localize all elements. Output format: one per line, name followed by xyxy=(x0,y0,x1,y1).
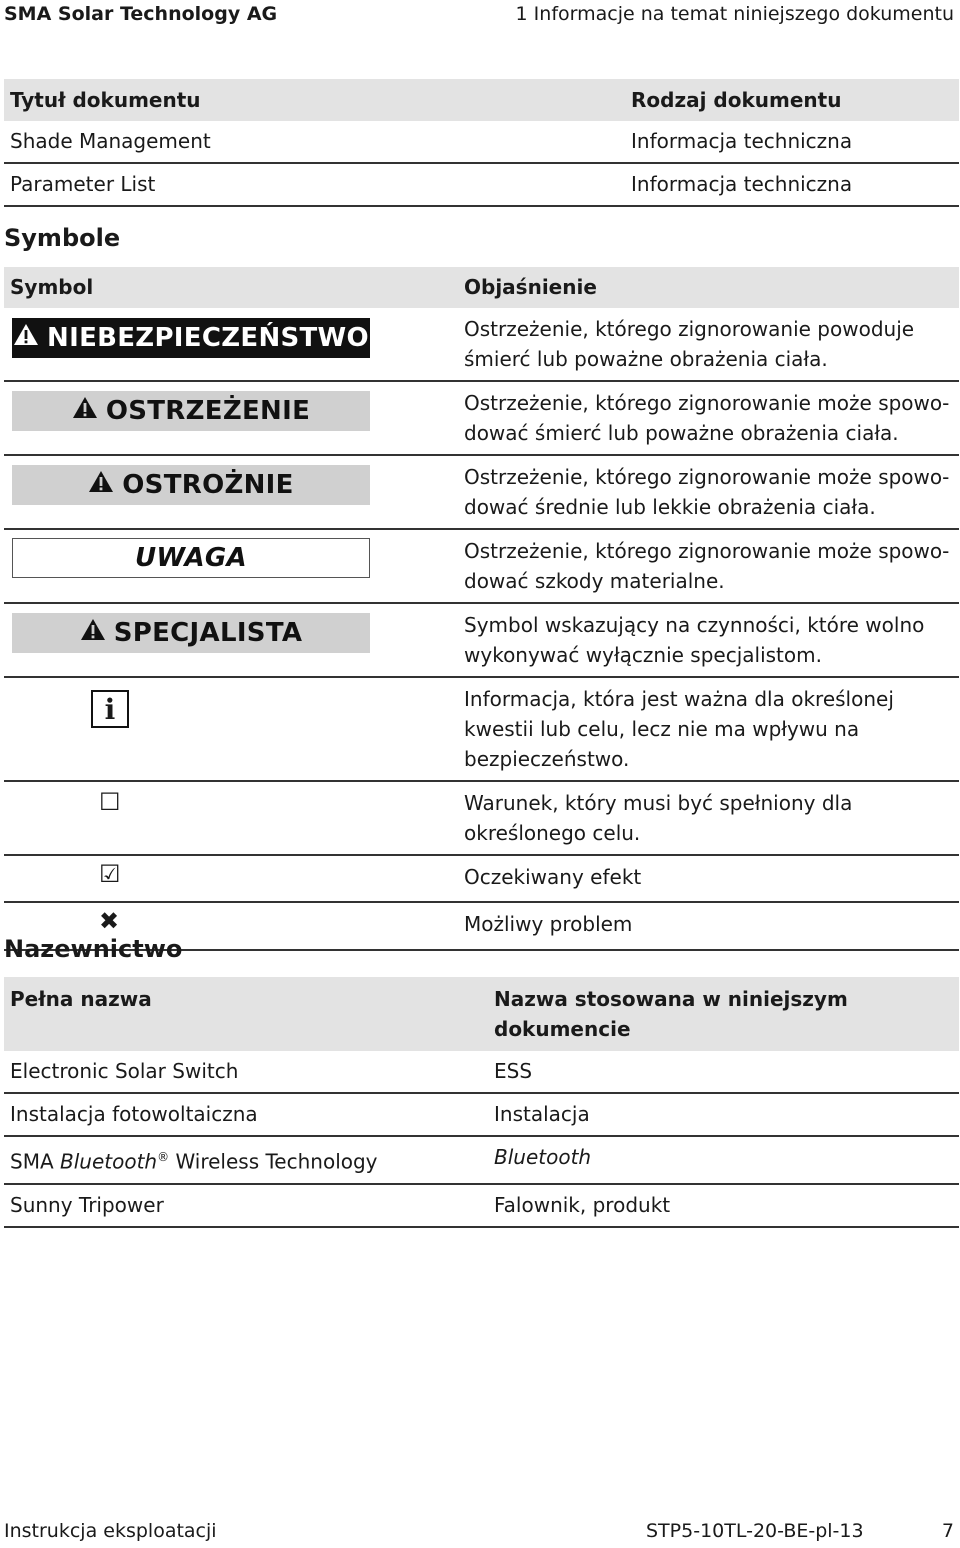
explanation-cell: Ostrzeżenie, którego zignorowanie może spowodować śmierć lub poważne obrażenia ciała. xyxy=(458,381,959,455)
explanation-cell: Informacja, która jest ważna dla określonej kwestii lub celu, lecz nie ma wpływu na bezpieczeństwo. xyxy=(458,677,959,781)
symbol-cell xyxy=(4,381,458,455)
symbol-cell xyxy=(4,781,458,855)
bt-prefix: SMA xyxy=(10,1149,60,1174)
explanation-cell: Ostrzeżenie, którego zignorowanie może spowodować średnie lub lekkie obrażenia ciała. xyxy=(458,455,959,529)
explanation-cell: Symbol wskazujący na czynności, które wolno wykonywać wyłącznie specjalistom. xyxy=(458,603,959,677)
registered-mark: ® xyxy=(157,1150,170,1164)
badge-label: UWAGA xyxy=(135,543,247,573)
table-header-row xyxy=(4,79,959,121)
symbols-table xyxy=(4,267,959,951)
badge-label: OSTRZEŻENIE xyxy=(105,396,311,426)
table-row xyxy=(4,121,959,163)
table-row xyxy=(4,781,959,855)
warning-triangle-icon xyxy=(88,470,114,500)
page-number: 7 xyxy=(941,1520,954,1542)
table-header-row xyxy=(4,977,959,1051)
nomenclature-table xyxy=(4,977,959,1228)
table-cell: Falownik, produkt xyxy=(488,1184,959,1227)
table-row xyxy=(4,677,959,781)
table-row xyxy=(4,1093,959,1136)
symbol-cell xyxy=(4,677,458,781)
column-header: Rodzaj dokumentu xyxy=(625,79,959,121)
header-company: SMA Solar Technology AG xyxy=(4,3,278,25)
caution-badge xyxy=(12,465,370,505)
symbol-cell xyxy=(4,855,458,902)
explanation-cell: Ostrzeżenie, którego zignorowanie może spowodować szkody materialne. xyxy=(458,529,959,603)
symbol-cell xyxy=(4,308,458,381)
notice-badge xyxy=(12,538,370,578)
checkbox-empty-icon: ☐ xyxy=(99,788,121,816)
bt-suffix: Wireless Technology xyxy=(169,1149,378,1174)
symbol-cell xyxy=(4,455,458,529)
badge-label: SPECJALISTA xyxy=(113,618,303,648)
warning-triangle-icon xyxy=(80,618,106,648)
table-cell xyxy=(4,1136,488,1184)
warning-triangle-icon xyxy=(72,396,98,426)
column-header: Objaśnienie xyxy=(458,267,959,308)
column-header: Symbol xyxy=(4,267,458,308)
badge-label: OSTROŻNIE xyxy=(122,470,294,500)
table-row xyxy=(4,855,959,902)
badge-label: NIEBEZPIECZEŃSTWO xyxy=(47,323,369,353)
bt-brand: Bluetooth xyxy=(60,1149,158,1174)
cross-icon: ✖ xyxy=(99,907,120,935)
symbol-cell xyxy=(4,529,458,603)
column-header: Tytuł dokumentu xyxy=(4,79,625,121)
column-header: Nazwa stosowana w niniejszym dokumencie xyxy=(488,977,959,1051)
section-title-nomenclature: Nazewnictwo xyxy=(4,935,183,963)
explanation-cell: Możliwy problem xyxy=(458,902,959,950)
section-title-symbols: Symbole xyxy=(4,224,121,252)
table-cell xyxy=(488,1136,959,1184)
documents-table xyxy=(4,79,959,207)
table-row xyxy=(4,603,959,677)
table-row xyxy=(4,529,959,603)
explanation-cell: Warunek, który musi być spełniony dla określonego celu. xyxy=(458,781,959,855)
table-row xyxy=(4,1184,959,1227)
table-cell: Instalacja fotowoltaiczna xyxy=(4,1093,488,1136)
table-cell: Informacja techniczna xyxy=(625,121,959,163)
explanation-cell: Ostrzeżenie, którego zignorowanie powoduje śmierć lub poważne obrażenia ciała. xyxy=(458,308,959,381)
footer-title: Instrukcja eksploatacji xyxy=(4,1520,217,1542)
footer-code: STP5-10TL-20-BE-pl-13 xyxy=(646,1520,864,1542)
specialist-badge xyxy=(12,613,370,653)
table-cell: Instalacja xyxy=(488,1093,959,1136)
bt-short-name: Bluetooth xyxy=(494,1145,592,1169)
table-cell: Informacja techniczna xyxy=(625,163,959,206)
warning-badge xyxy=(12,391,370,431)
warning-triangle-icon xyxy=(13,323,39,353)
table-cell: Sunny Tripower xyxy=(4,1184,488,1227)
table-header-row xyxy=(4,267,959,308)
table-row xyxy=(4,1051,959,1093)
table-row xyxy=(4,1136,959,1184)
danger-badge xyxy=(12,318,370,358)
info-icon: i xyxy=(91,690,129,728)
table-cell: Parameter List xyxy=(4,163,625,206)
table-row xyxy=(4,163,959,206)
header-section: 1 Informacje na temat niniejszego dokumentu xyxy=(515,3,954,25)
checkbox-checked-icon: ☑ xyxy=(99,860,121,888)
explanation-cell: Oczekiwany efekt xyxy=(458,855,959,902)
table-row xyxy=(4,381,959,455)
table-cell: ESS xyxy=(488,1051,959,1093)
column-header: Pełna nazwa xyxy=(4,977,488,1051)
table-row xyxy=(4,308,959,381)
symbol-cell xyxy=(4,603,458,677)
table-cell: Shade Management xyxy=(4,121,625,163)
table-cell: Electronic Solar Switch xyxy=(4,1051,488,1093)
table-row xyxy=(4,455,959,529)
